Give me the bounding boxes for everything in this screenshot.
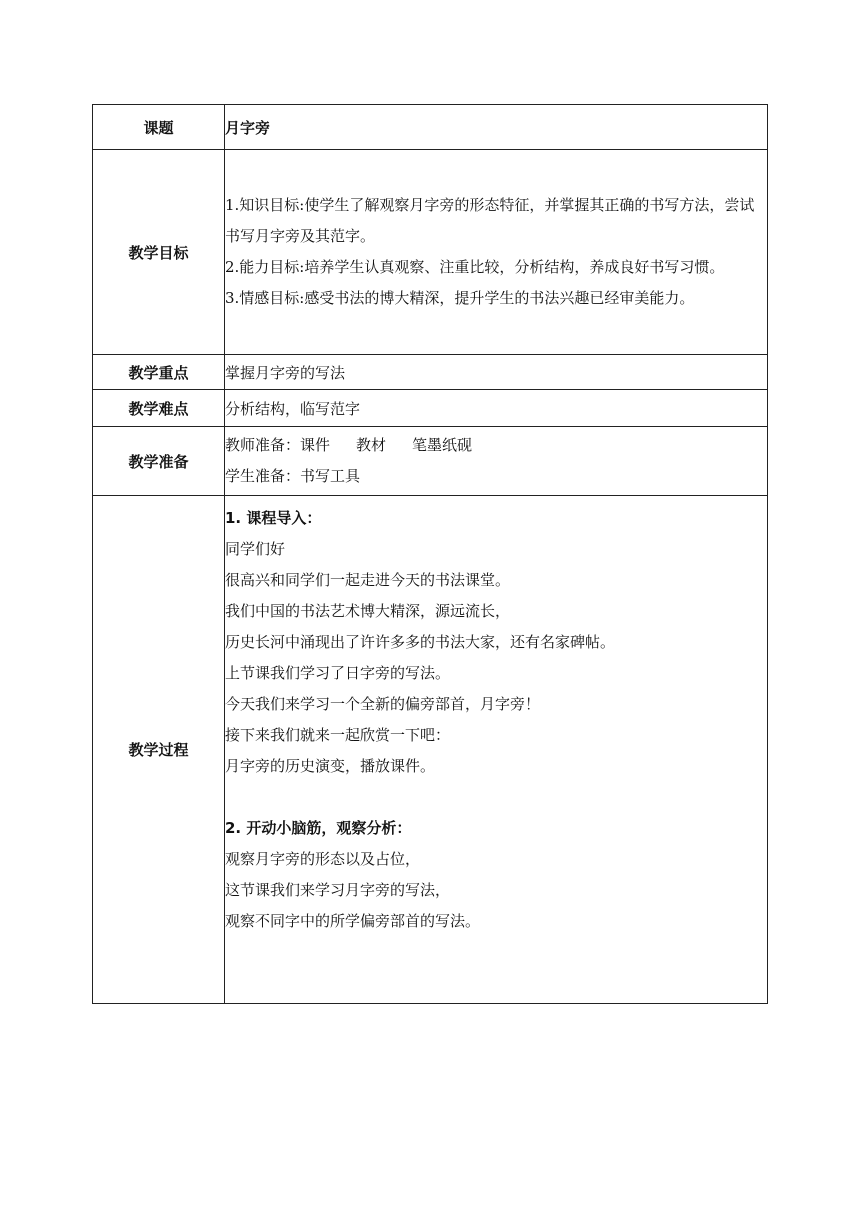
row-topic	[93, 105, 768, 150]
process-line: 观察月字旁的形态以及占位，	[225, 850, 421, 868]
preparation-label: 教学准备	[93, 427, 225, 496]
lesson-plan-table	[92, 104, 768, 1004]
process-line: 同学们好	[225, 540, 286, 558]
teacher-prep-item: 教材	[356, 436, 387, 454]
teacher-prep	[225, 430, 767, 461]
difficulty-value: 分析结构，临写范字	[225, 390, 768, 427]
process-line: 观察不同字中的所学偏旁部首的写法。	[225, 912, 481, 930]
topic-label: 课题	[93, 105, 225, 150]
goals-content	[225, 150, 768, 355]
section-title: 2. 开动小脑筋，观察分析：	[225, 819, 412, 837]
process-line: 接下来我们就来一起欣赏一下吧：	[225, 726, 451, 744]
process-line: 月字旁的历史演变，播放课件。	[225, 757, 436, 775]
row-goals	[93, 150, 768, 355]
teacher-prep-item: 笔墨纸砚	[412, 436, 473, 454]
row-process	[93, 496, 768, 1004]
process-line: 这节课我们来学习月字旁的写法，	[225, 881, 451, 899]
key-point-value: 掌握月字旁的写法	[225, 355, 768, 390]
goal-item: 2.能力目标:培养学生认真观察、注重比较，分析结构，养成良好书写习惯。	[225, 258, 725, 276]
teacher-prep-label: 教师准备：	[225, 436, 301, 454]
row-preparation	[93, 427, 768, 496]
preparation-content	[225, 427, 768, 496]
goal-item: 1.知识目标:使学生了解观察月字旁的形态特征，并掌握其正确的书写方法，尝试书写月字旁及其范字。	[225, 196, 755, 245]
topic-text: 月字旁	[225, 118, 271, 137]
process-line: 今天我们来学习一个全新的偏旁部首，月字旁！	[225, 695, 541, 713]
goals-label: 教学目标	[93, 150, 225, 355]
teacher-prep-item: 课件	[300, 436, 331, 454]
process-label: 教学过程	[93, 496, 225, 1004]
key-point-label: 教学重点	[93, 355, 225, 390]
topic-value	[225, 105, 768, 150]
student-prep: 学生准备：书写工具	[225, 467, 361, 485]
process-line: 我们中国的书法艺术博大精深，源远流长，	[225, 602, 511, 620]
row-key-point	[93, 355, 768, 390]
process-line: 历史长河中涌现出了许许多多的书法大家，还有名家碑帖。	[225, 633, 616, 651]
difficulty-label: 教学难点	[93, 390, 225, 427]
section-title: 1. 课程导入：	[225, 509, 322, 527]
process-line: 很高兴和同学们一起走进今天的书法课堂。	[225, 571, 511, 589]
process-content	[225, 496, 768, 1004]
goal-item: 3.情感目标:感受书法的博大精深，提升学生的书法兴趣已经审美能力。	[225, 289, 695, 307]
process-line: 上节课我们学习了日字旁的写法。	[225, 664, 451, 682]
row-difficulty	[93, 390, 768, 427]
